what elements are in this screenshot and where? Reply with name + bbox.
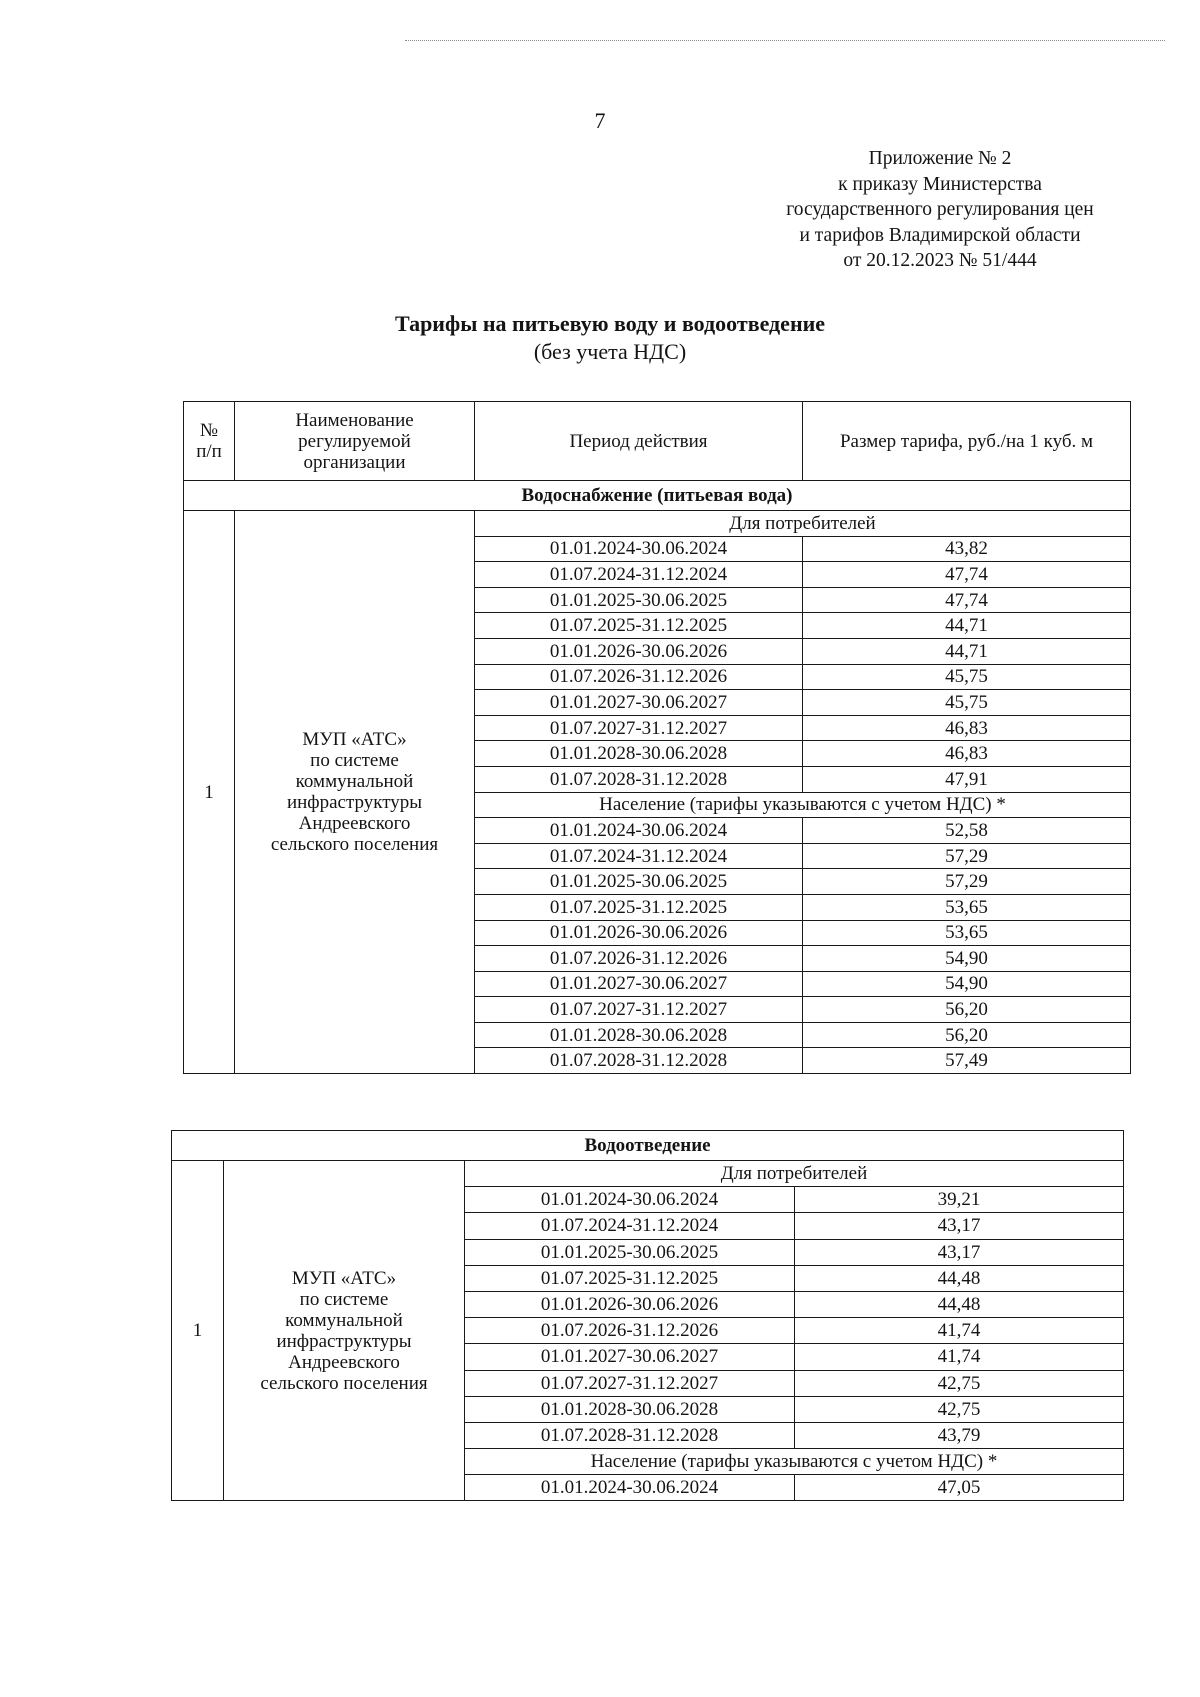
header-org-line: организации [303,451,406,473]
period-cell: 01.01.2026-30.06.2026 [475,920,803,946]
tariff-value-cell: 46,83 [803,741,1131,767]
period-cell: 01.07.2027-31.12.2027 [475,997,803,1023]
period-cell: 01.01.2025-30.06.2025 [465,1239,795,1265]
group-label: Население (тарифы указываются с учетом НДС) * [475,792,1131,818]
tariff-value-cell: 54,90 [803,946,1131,972]
appendix-line: и тарифов Владимирской области [799,224,1081,246]
period-cell: 01.07.2024-31.12.2024 [475,562,803,588]
tariff-value-cell: 57,29 [803,843,1131,869]
tariff-value-cell: 47,05 [795,1475,1124,1501]
period-cell: 01.01.2028-30.06.2028 [465,1396,795,1422]
appendix-line: от 20.12.2023 № 51/444 [843,250,1037,271]
organization-line: сельского поселения [260,1372,428,1394]
tariff-value-cell: 45,75 [803,664,1131,690]
tariff-value-cell: 57,29 [803,869,1131,895]
group-label-row [172,1161,1124,1187]
tariff-value-cell: 57,49 [803,1048,1131,1074]
tariff-value-cell: 43,82 [803,536,1131,562]
header-period: Период действия [475,402,803,481]
header-org-line: регулируемой [298,430,411,452]
header-org-line: Наименование [295,409,414,431]
section-body-water [184,511,1131,1074]
organization-name [224,1161,465,1501]
period-cell: 01.01.2027-30.06.2027 [465,1344,795,1370]
header-tariff: Размер тарифа, руб./на 1 куб. м [803,402,1131,481]
tariff-table-wastewater [171,1130,1124,1501]
organization-line: коммунальной [295,771,414,793]
group-label-row [184,511,1131,537]
section-title-water: Водоснабжение (питьевая вода) [184,481,1131,511]
period-cell: 01.01.2024-30.06.2024 [465,1187,795,1213]
organization-line: коммунальной [285,1309,403,1331]
organization-line: Андреевского [298,813,411,835]
organization-line: по системе [310,750,399,772]
section-body-wastewater [172,1161,1124,1501]
organization-line: МУП «АТС» [291,1267,397,1289]
period-cell: 01.07.2025-31.12.2025 [475,613,803,639]
section-title-wastewater: Водоотведение [172,1131,1124,1161]
period-cell: 01.01.2025-30.06.2025 [475,587,803,613]
header-num-line: п/п [196,441,222,462]
period-cell: 01.01.2028-30.06.2028 [475,1022,803,1048]
tariff-value-cell: 56,20 [803,1022,1131,1048]
tariff-value-cell: 47,74 [803,587,1131,613]
tariff-value-cell: 46,83 [803,715,1131,741]
period-cell: 01.07.2027-31.12.2027 [475,715,803,741]
header-num-line: № [199,420,219,441]
organization-line: сельского поселения [270,834,439,856]
organization-line: инфраструктуры [286,792,423,814]
tariff-value-cell: 44,48 [795,1291,1124,1317]
tariff-value-cell: 43,79 [795,1422,1124,1448]
period-cell: 01.07.2025-31.12.2025 [475,894,803,920]
document-title: Тарифы на питьевую воду и водоотведение [394,311,826,336]
period-cell: 01.01.2027-30.06.2027 [475,690,803,716]
scan-artifact-line [405,40,1165,41]
period-cell: 01.01.2026-30.06.2026 [475,638,803,664]
appendix-reference [740,146,1140,274]
organization-line: по системе [299,1288,389,1310]
period-cell: 01.07.2027-31.12.2027 [465,1370,795,1396]
tariff-value-cell: 41,74 [795,1344,1124,1370]
organization-line: Андреевского [288,1351,400,1373]
tariff-value-cell: 53,65 [803,920,1131,946]
period-cell: 01.07.2026-31.12.2026 [465,1318,795,1344]
period-cell: 01.07.2028-31.12.2028 [475,766,803,792]
organization-line: инфраструктуры [276,1330,412,1352]
page-number: 7 [594,108,606,133]
appendix-line: Приложение № 2 [868,148,1012,169]
section-row [172,1131,1124,1161]
header-num [184,402,235,481]
group-label: Для потребителей [475,511,1131,537]
tariff-table-water [183,401,1131,1074]
period-cell: 01.01.2028-30.06.2028 [475,741,803,767]
tariff-value-cell: 53,65 [803,894,1131,920]
period-cell: 01.01.2025-30.06.2025 [475,869,803,895]
appendix-line: государственного регулирования цен [786,199,1094,220]
document-subtitle: (без учета НДС) [533,339,687,364]
tariff-value-cell: 47,91 [803,766,1131,792]
period-cell: 01.07.2026-31.12.2026 [475,946,803,972]
tariff-value-cell: 42,75 [795,1396,1124,1422]
period-cell: 01.01.2024-30.06.2024 [475,818,803,844]
header-organization [235,402,475,481]
period-cell: 01.07.2024-31.12.2024 [465,1213,795,1239]
row-number: 1 [172,1161,224,1501]
row-number: 1 [184,511,235,1074]
group-label: Население (тарифы указываются с учетом НДС) * [465,1449,1124,1475]
tariff-value-cell: 44,48 [795,1265,1124,1291]
organization-name [235,511,475,1074]
tariff-value-cell: 43,17 [795,1239,1124,1265]
tariff-value-cell: 44,71 [803,613,1131,639]
tariff-value-cell: 54,90 [803,971,1131,997]
tariff-value-cell: 43,17 [795,1213,1124,1239]
section-row [184,481,1131,511]
period-cell: 01.07.2028-31.12.2028 [465,1422,795,1448]
appendix-line: к приказу Министерства [838,173,1042,195]
tariff-value-cell: 39,21 [795,1187,1124,1213]
period-cell: 01.01.2024-30.06.2024 [475,536,803,562]
tariff-value-cell: 47,74 [803,562,1131,588]
tariff-value-cell: 52,58 [803,818,1131,844]
period-cell: 01.07.2028-31.12.2028 [475,1048,803,1074]
period-cell: 01.07.2025-31.12.2025 [465,1265,795,1291]
tariff-value-cell: 45,75 [803,690,1131,716]
tariff-value-cell: 44,71 [803,638,1131,664]
period-cell: 01.07.2026-31.12.2026 [475,664,803,690]
tariff-value-cell: 42,75 [795,1370,1124,1396]
period-cell: 01.01.2024-30.06.2024 [465,1475,795,1501]
group-label: Для потребителей [465,1161,1124,1187]
tariff-value-cell: 56,20 [803,997,1131,1023]
organization-line: МУП «АТС» [302,729,407,751]
table-header-row [184,402,1131,481]
period-cell: 01.01.2026-30.06.2026 [465,1291,795,1317]
period-cell: 01.01.2027-30.06.2027 [475,971,803,997]
period-cell: 01.07.2024-31.12.2024 [475,843,803,869]
tariff-value-cell: 41,74 [795,1318,1124,1344]
